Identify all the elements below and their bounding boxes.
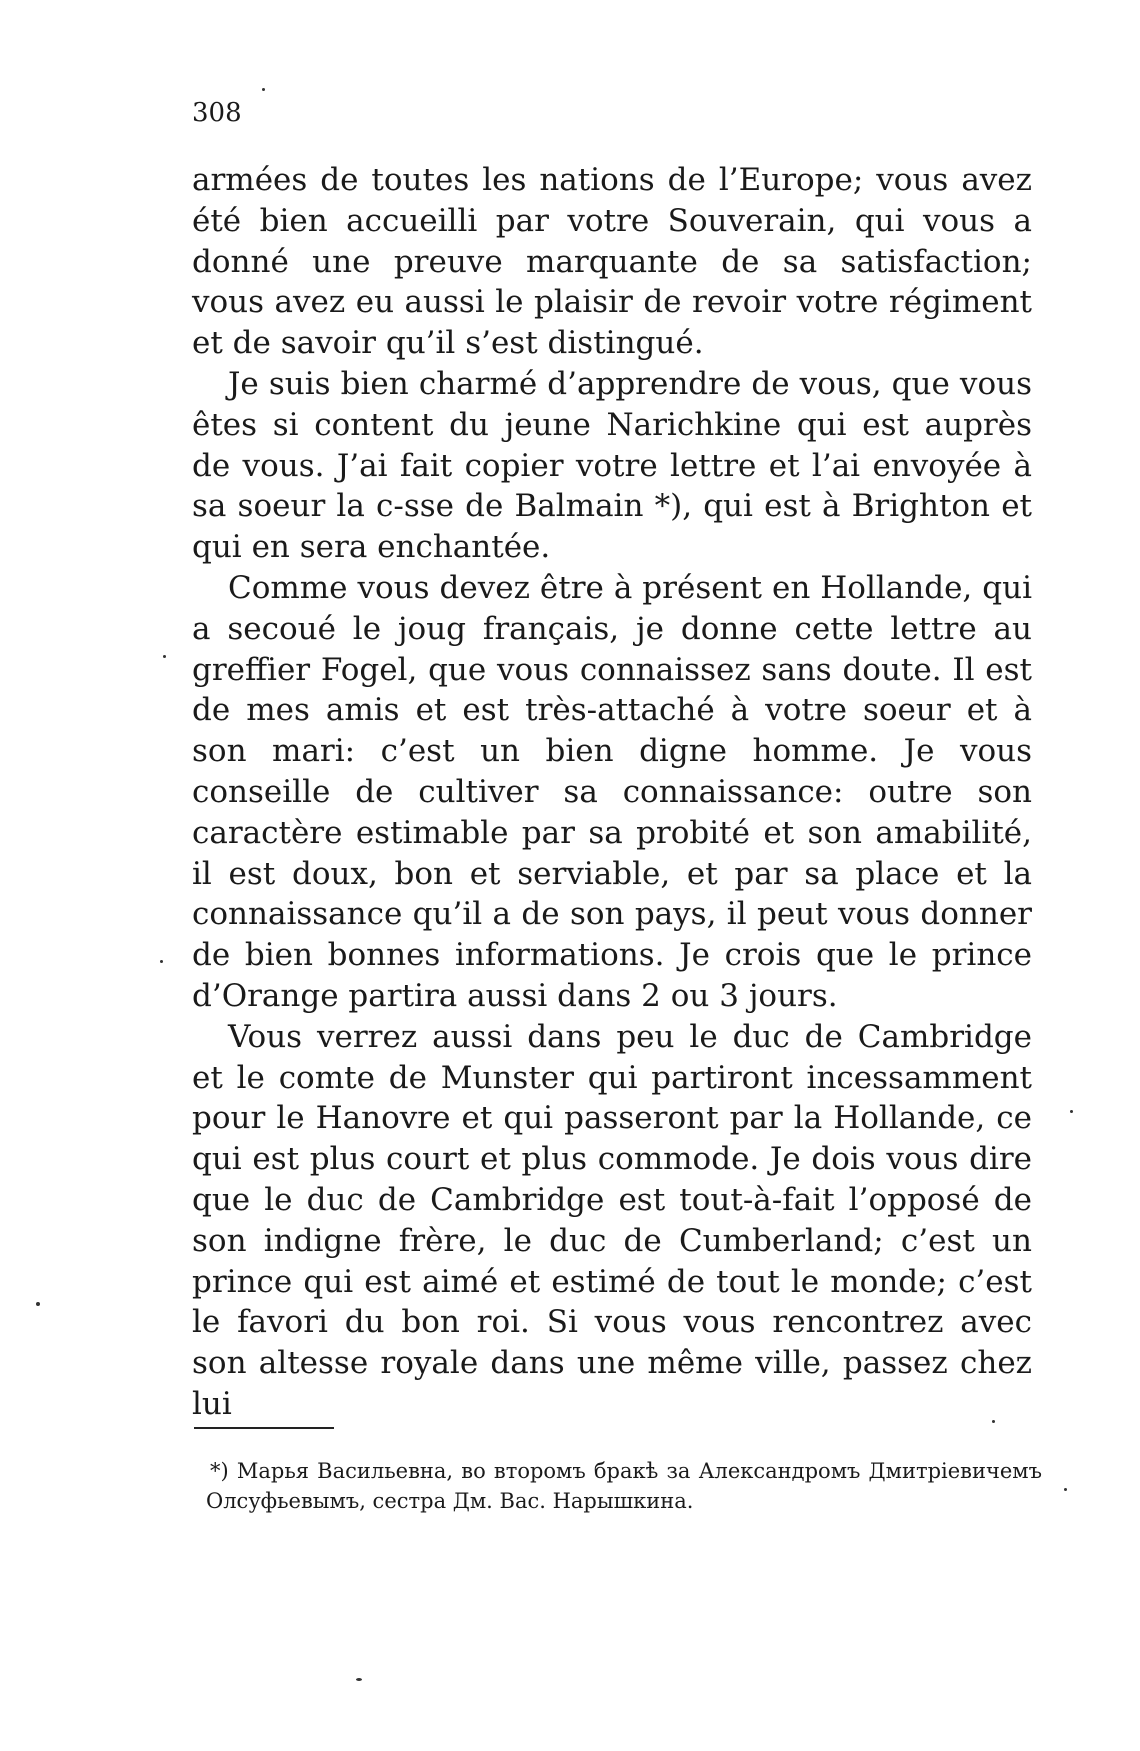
scan-speck — [1070, 1110, 1073, 1113]
scan-speck — [1064, 1488, 1067, 1491]
paragraph-narichkine: Je suis bien charmé d’apprendre de vous, que vous êtes si content du jeune Narichkine qui est auprès de vous. J’ai fait copier votre lettre et l’ai envoyée à sa soeur la c-sse de Balmain *), qui est à Brighton et qui en sera enchantée. — [192, 365, 1032, 566]
scan-speck — [356, 1678, 362, 1681]
scan-speck — [36, 1302, 40, 1306]
body-text — [192, 160, 1032, 1425]
paragraph-hollande: Comme vous devez être à présent en Hollande, qui a secoué le joug français, je donne cette lettre au greffier Fogel, que vous connaissez sans doute. Il est de mes amis et est très-attaché à votre soeur et à son mari: c’est un bien digne homme. Je vous conseille de cultiver sa connaissance: outre son caractère estimable par sa probité et son amabilité, il est doux, bon et serviable, et par sa place et la connaissance qu’il a de son pays, il peut vous donner de bien bonnes informations. Je crois que le prince d’Orange partira aussi dans 2 ou 3 jours. — [192, 569, 1032, 1014]
scan-speck — [262, 88, 265, 91]
paragraph-continued: armées de toutes les nations de l’Europe; vous avez été bien accueilli par votre Souverain, qui vous a donné une preuve marquante de sa satisfaction; vous avez eu aussi le plaisir de revoir votre régiment et de savoir qu’il s’est distingué. — [192, 162, 1032, 362]
footnote: *) Марья Васильевна, во второмъ бракѣ за Александромъ Дмитріевичемъ Олсуфьевымъ, сестра Дм. Вас. Нарышкина. — [206, 1459, 1042, 1513]
page-number: 308 — [192, 98, 242, 128]
footnote-divider — [194, 1427, 334, 1429]
scan-speck — [163, 655, 166, 658]
scan-speck — [992, 1420, 995, 1423]
scan-speck — [160, 960, 163, 963]
paragraph-cambridge: Vous verrez aussi dans peu le duc de Cambridge et le comte de Munster qui partiront incessamment pour le Hanovre et qui passeront par la Hollande, ce qui est plus court et plus commode. Je dois vous dire que le duc de Cambridge est tout-à-fait l’opposé de son indigne frère, le duc de Cumberland; c’est un prince qui est aimé et estimé de tout le monde; c’est le favori du bon roi. Si vous vous rencontrez avec son altesse royale dans une même ville, passez chez lui — [192, 1018, 1032, 1422]
